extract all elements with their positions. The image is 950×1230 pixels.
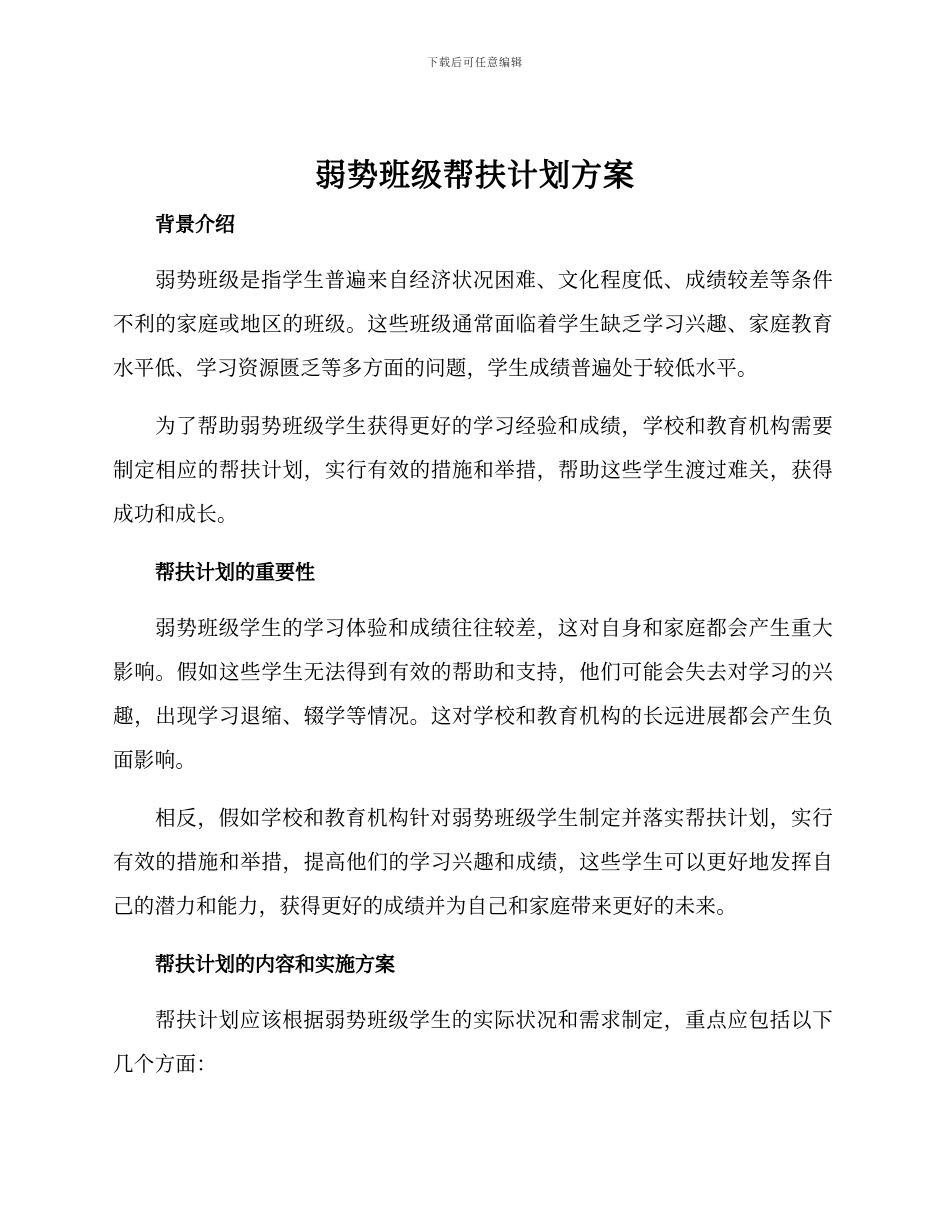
paragraph: 为了帮助弱势班级学生获得更好的学习经验和成绩，学校和教育机构需要制定相应的帮扶计划，实行有效的措施和举措，帮助这些学生渡过难关，获得成功和成长。	[113, 414, 833, 526]
document-body	[113, 202, 833, 1086]
page-header-note: 下载后可任意编辑	[427, 56, 523, 69]
section-heading-importance: 帮扶计划的重要性	[155, 560, 315, 584]
document-title: 弱势班级帮扶计划方案	[315, 158, 635, 194]
paragraph: 弱势班级学生的学习体验和成绩往往较差，这对自身和家庭都会产生重大影响。假如这些学生无法得到有效的帮助和支持，他们可能会失去对学习的兴趣，出现学习退缩、辍学等情况。这对学校和教育机构的长远进展都会产生负面影响。	[113, 616, 833, 772]
paragraph: 帮扶计划应该根据弱势班级学生的实际状况和需求制定，重点应包括以下几个方面：	[113, 1008, 833, 1076]
section-heading-background: 背景介绍	[155, 212, 235, 236]
section-heading-content-and-plan: 帮扶计划的内容和实施方案	[155, 952, 395, 976]
paragraph: 相反，假如学校和教育机构针对弱势班级学生制定并落实帮扶计划，实行有效的措施和举措，提高他们的学习兴趣和成绩，这些学生可以更好地发挥自己的潜力和能力，获得更好的成绩并为自己和家庭带来更好的未来。	[113, 806, 833, 918]
paragraph: 弱势班级是指学生普遍来自经济状况困难、文化程度低、成绩较差等条件不利的家庭或地区的班级。这些班级通常面临着学生缺乏学习兴趣、家庭教育水平低、学习资源匮乏等多方面的问题，学生成绩普遍处于较低水平。	[113, 268, 833, 380]
